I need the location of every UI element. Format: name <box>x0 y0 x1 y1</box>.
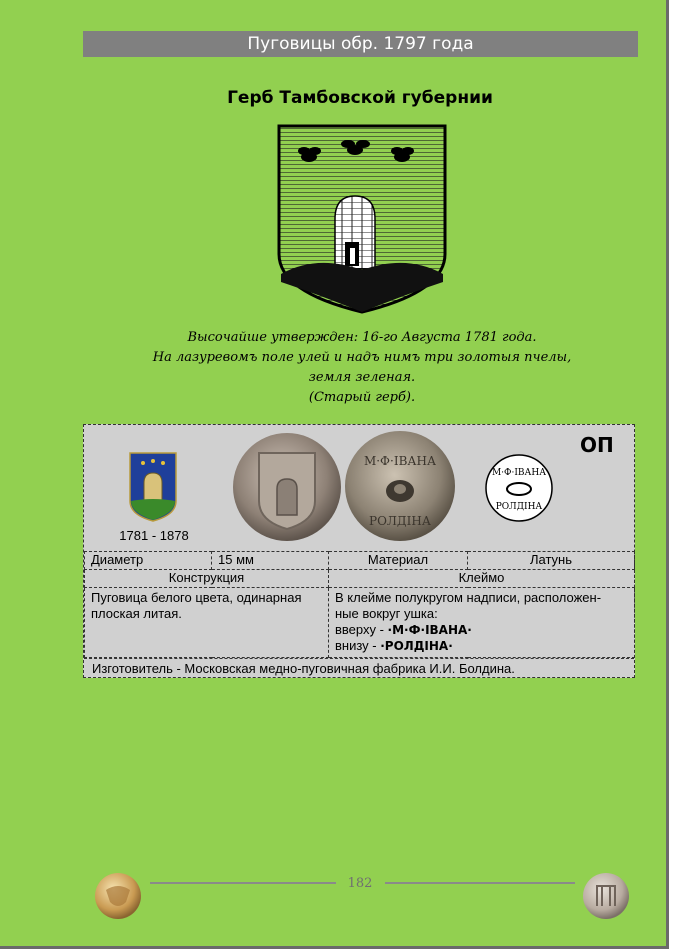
caption-line: земля зеленая. <box>308 370 416 385</box>
caption-line: (Старый герб). <box>308 390 416 405</box>
page-header: Пуговицы обр. 1797 года <box>83 31 638 57</box>
caption-line: На лазуревомъ поле улей и надъ нимъ три золотыя пчелы, <box>152 350 572 365</box>
mark-header: Клеймо <box>329 570 635 588</box>
color-coat-of-arms-image <box>128 451 178 523</box>
footer-rule-left <box>150 882 336 884</box>
button-back-stamp-top: М·Ф·IВАНА <box>363 454 437 468</box>
mark-line: В клейме полукругом надписи, расположен- <box>335 590 602 605</box>
mark-bottom-line <box>335 638 628 654</box>
material-label: Материал <box>329 552 468 570</box>
button-back-stamp-bottom: РОЛДIНА <box>369 514 431 528</box>
tambov-coat-of-arms-image <box>277 124 447 314</box>
coat-caption <box>120 328 604 408</box>
footer-rule-right <box>385 882 575 884</box>
section-title: Герб Тамбовской губернии <box>227 88 493 108</box>
rarity-badge: ОП <box>580 433 614 457</box>
image-row <box>84 425 634 551</box>
button-front-photo <box>231 431 343 543</box>
mark-line: ные вокруг ушка: <box>335 606 438 621</box>
manufacturer-line: Изготовитель - Московская медно-пуговичная фабрика И.И. Болдина. <box>84 658 634 677</box>
footer-eagle-button-image <box>94 872 142 920</box>
stamp-top-text: М·Ф·IВАНА <box>491 468 547 478</box>
footer-monogram-button-image <box>582 872 630 920</box>
mark-top-prefix: вверху - <box>335 622 388 637</box>
construction-header: Конструкция <box>85 570 329 588</box>
mark-top-line <box>335 622 628 638</box>
mark-top-value: ·М·Ф·IВАНА· <box>387 623 472 637</box>
stamp-drawing <box>484 453 554 523</box>
construction-text: Пуговица белого цвета, одинарная плоская литая. <box>85 588 329 658</box>
diameter-label: Диаметр <box>85 552 212 570</box>
mark-text <box>329 588 635 658</box>
page-number: 182 <box>347 876 373 891</box>
material-value: Латунь <box>468 552 635 570</box>
years-label: 1781 - 1878 <box>119 528 189 543</box>
stamp-bottom-text: РОЛДIНА <box>495 502 543 512</box>
button-info-card <box>83 424 635 678</box>
specs-table <box>84 551 635 658</box>
button-back-photo <box>343 429 458 544</box>
mark-bottom-value: ·РОЛДIНА· <box>380 639 453 653</box>
caption-line: Высочайше утвержден: 16-го Августа 1781 года. <box>187 330 537 345</box>
mark-bottom-prefix: внизу - <box>335 638 381 653</box>
diameter-value: 15 мм <box>212 552 329 570</box>
